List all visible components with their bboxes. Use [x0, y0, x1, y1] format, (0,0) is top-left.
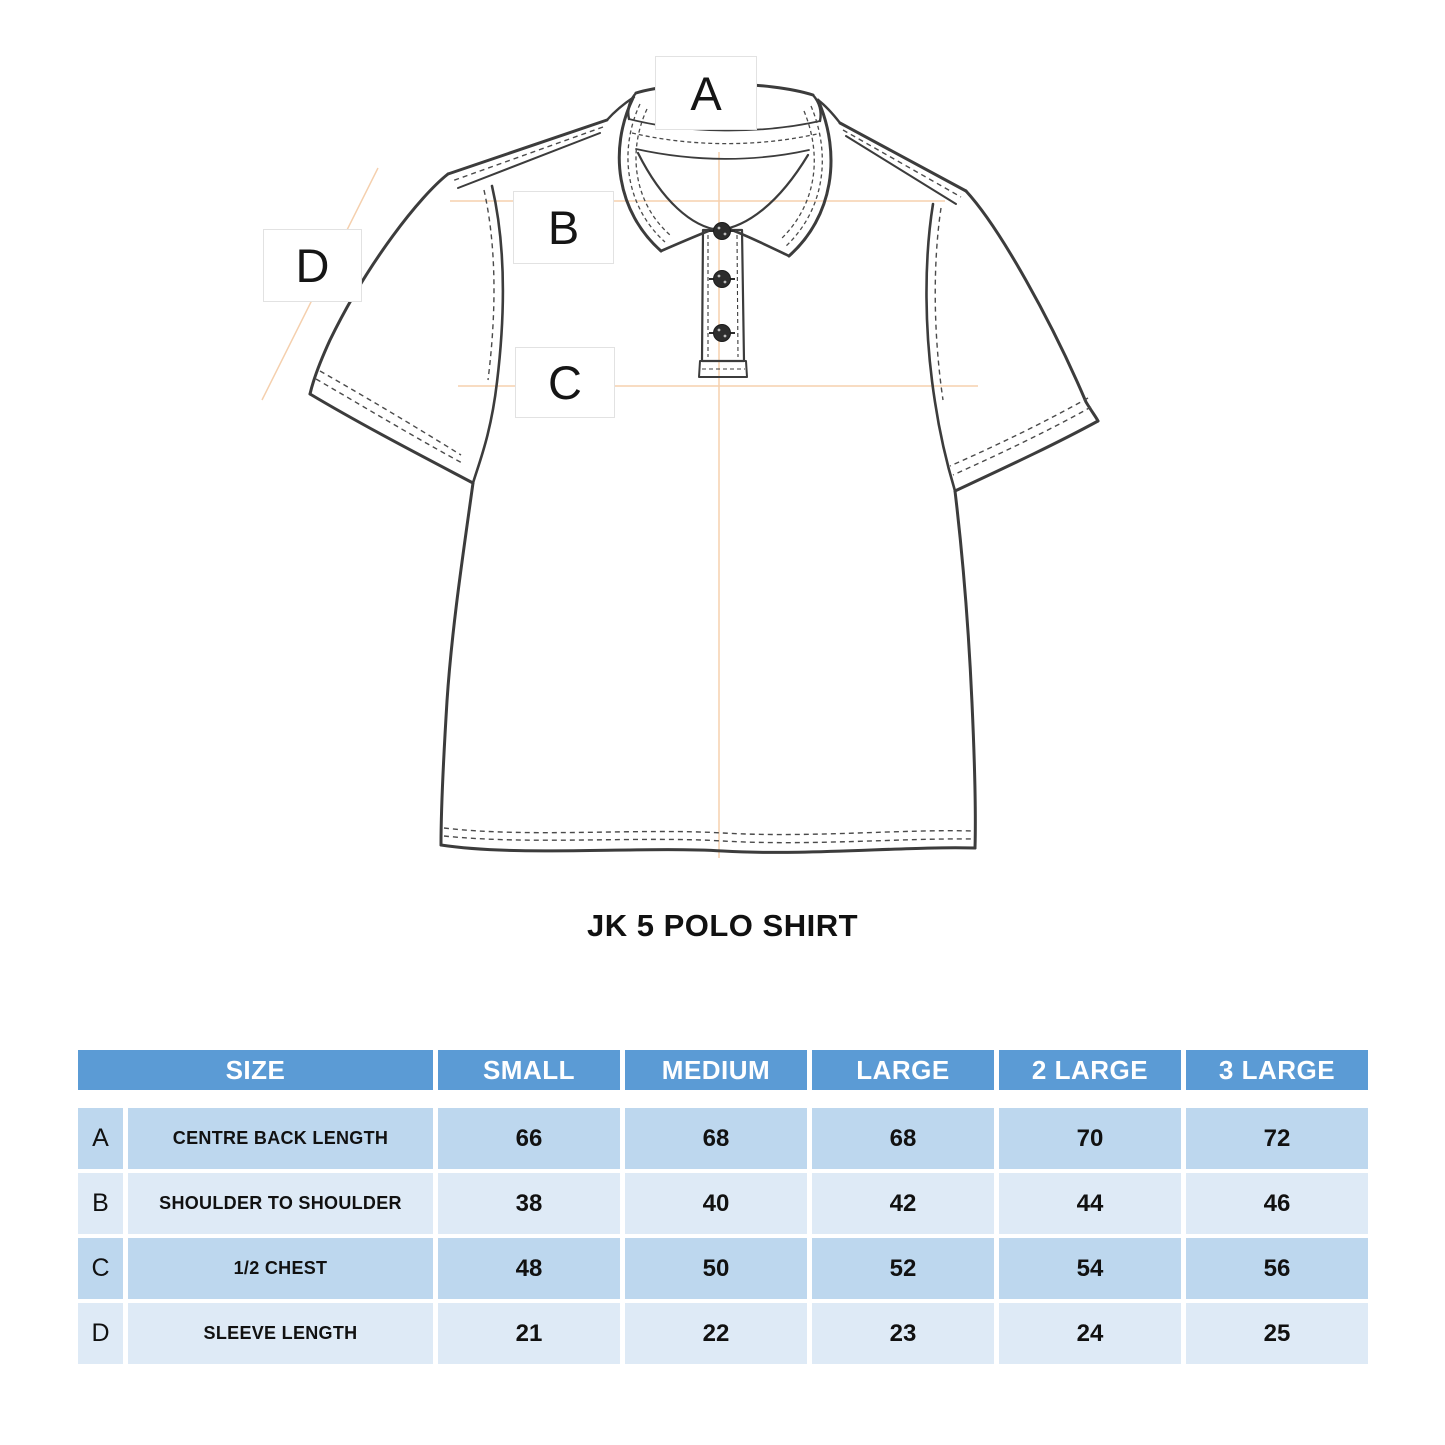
value-cell: 46 — [1186, 1173, 1368, 1234]
label-cell: SLEEVE LENGTH — [128, 1303, 433, 1364]
letter-cell: C — [78, 1238, 123, 1299]
size-table-header — [78, 1050, 1368, 1090]
letter-cell: A — [78, 1108, 123, 1169]
measure-label-b: B — [513, 191, 614, 264]
value-cell: 22 — [625, 1303, 807, 1364]
value-cell: 25 — [1186, 1303, 1368, 1364]
value-cell: 40 — [625, 1173, 807, 1234]
measure-label-d: D — [263, 229, 362, 302]
button — [709, 271, 735, 288]
size-table — [78, 1050, 1368, 1364]
value-cell: 21 — [438, 1303, 620, 1364]
value-cell: 68 — [812, 1108, 994, 1169]
header-cell-size: SIZE — [78, 1050, 433, 1090]
button — [709, 325, 735, 342]
placket — [699, 230, 747, 377]
measure-label-c: C — [515, 347, 615, 418]
value-cell: 24 — [999, 1303, 1181, 1364]
header-cell-large: LARGE — [812, 1050, 994, 1090]
left-cuff-edge — [310, 394, 473, 483]
label-cell: CENTRE BACK LENGTH — [128, 1108, 433, 1169]
product-title: JK 5 POLO SHIRT — [586, 908, 859, 943]
right-cuff-edge — [955, 421, 1098, 491]
letter-cell: D — [78, 1303, 123, 1364]
guide-lines — [262, 152, 978, 858]
left-body-side — [441, 483, 473, 845]
header-cell-2large: 2 LARGE — [999, 1050, 1181, 1090]
size-table-body — [78, 1108, 1368, 1364]
value-cell: 44 — [999, 1173, 1181, 1234]
measure-label-a: A — [655, 56, 757, 130]
right-sleeve-outer — [966, 191, 1098, 421]
value-cell: 52 — [812, 1238, 994, 1299]
header-cell-3large: 3 LARGE — [1186, 1050, 1368, 1090]
letter-cell: B — [78, 1173, 123, 1234]
header-cell-small: SMALL — [438, 1050, 620, 1090]
right-armhole — [926, 204, 955, 491]
right-body-side — [955, 491, 975, 848]
label-cell: SHOULDER TO SHOULDER — [128, 1173, 433, 1234]
left-shoulder-band — [458, 133, 600, 188]
left-shoulder-edge — [448, 120, 607, 174]
value-cell: 70 — [999, 1108, 1181, 1169]
left-armhole — [473, 186, 503, 483]
collar-fold-line — [636, 149, 809, 159]
value-cell: 38 — [438, 1173, 620, 1234]
right-collar-leaf-inner — [729, 229, 789, 256]
value-cell: 54 — [999, 1238, 1181, 1299]
value-cell: 48 — [438, 1238, 620, 1299]
value-cell: 68 — [625, 1108, 807, 1169]
neckline-seam — [638, 153, 808, 230]
button — [709, 223, 735, 240]
value-cell: 23 — [812, 1303, 994, 1364]
right-shoulder-edge — [840, 123, 966, 191]
right-shoulder-band — [846, 136, 956, 204]
value-cell: 72 — [1186, 1108, 1368, 1169]
value-cell: 66 — [438, 1108, 620, 1169]
hem-edge — [441, 845, 975, 852]
value-cell: 50 — [625, 1238, 807, 1299]
left-collar-leaf-inner — [661, 228, 716, 251]
label-cell: 1/2 CHEST — [128, 1238, 433, 1299]
value-cell: 56 — [1186, 1238, 1368, 1299]
value-cell: 42 — [812, 1173, 994, 1234]
header-cell-medium: MEDIUM — [625, 1050, 807, 1090]
buttons — [709, 223, 735, 342]
